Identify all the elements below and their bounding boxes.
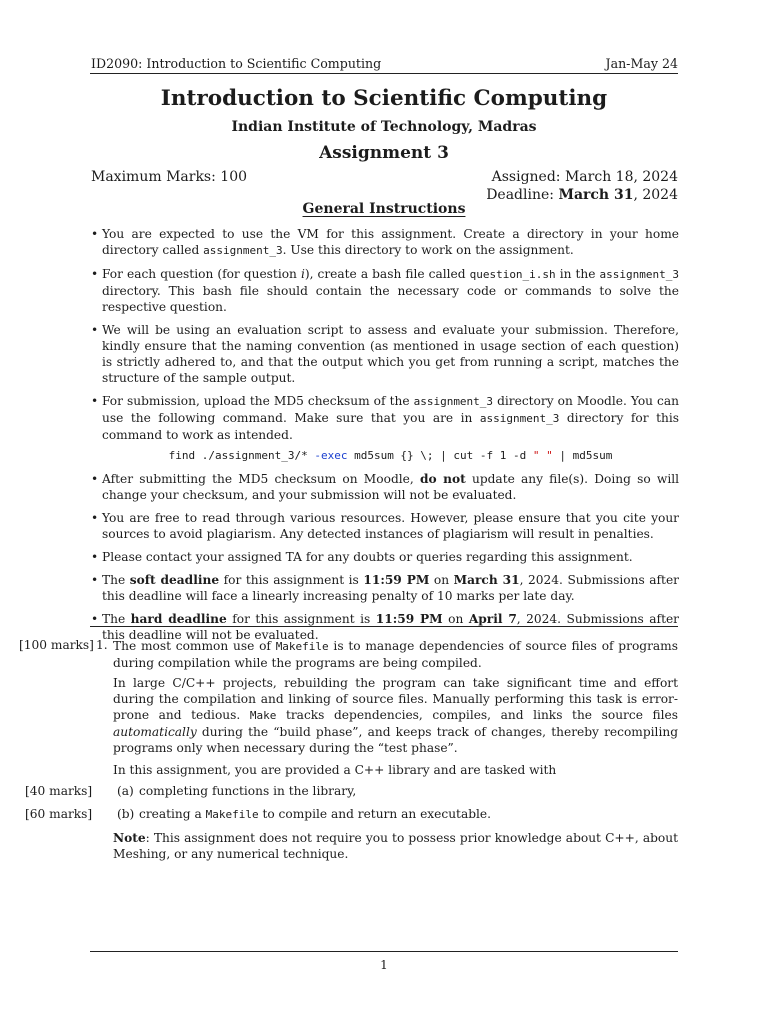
instructions-list [91, 226, 679, 650]
code-text: question_i.sh [469, 268, 556, 281]
instruction-item [91, 572, 679, 604]
instruction-item [91, 322, 679, 386]
instruction-text: You are expected to use the VM for this assignment. Create a directory in your home directory called assignment_3. Use this directory to work on the assignment. [102, 227, 679, 257]
bold-text: hard deadline [130, 612, 227, 626]
bullet-icon: • [91, 573, 99, 587]
deadline-bold-date: March 31 [558, 187, 634, 203]
instruction-text: After submitting the MD5 checksum on Moodle, do not update any file(s). Doing so will change your checksum, and your submission will not be evaluated. [102, 472, 680, 502]
code-text: Make [249, 709, 277, 722]
instruction-text: We will be using an evaluation script to assess and evaluate your submission. Therefore, kindly ensure that the naming convention (as mentioned in usage section of each question) is strictly adhered to, and that the output which you get from running a script, matches the structure of the sample output. [102, 323, 679, 385]
assigned-date: Assigned: March 18, 2024 [491, 169, 678, 185]
subpart-b-text: creating a Makefile to compile and return an executable. [139, 807, 492, 821]
string-text: " " [532, 449, 553, 462]
subpart-a-text: completing functions in the library, [139, 784, 357, 798]
header-rule [90, 73, 678, 74]
question-task-intro: In this assignment, you are provided a C++ library and are tasked with [113, 763, 557, 777]
bold-text: 11:59 PM [363, 573, 430, 587]
bullet-icon: • [91, 267, 99, 281]
subpart-b-label: (b) [117, 807, 135, 821]
document-title: Introduction to Scientific Computing [160, 86, 608, 111]
deadline-label: Deadline: [486, 187, 559, 203]
bold-text: Note [113, 831, 146, 845]
code-text: Makefile [205, 808, 259, 821]
bullet-icon: • [91, 612, 99, 626]
code-text: Makefile [275, 640, 329, 653]
section-divider [90, 626, 678, 627]
bullet-icon: • [91, 394, 99, 408]
assignment-title: Assignment 3 [319, 143, 449, 163]
italic-text: automatically [113, 725, 197, 739]
instruction-text: Please contact your assigned TA for any doubts or queries regarding this assignment. [102, 550, 633, 564]
code-text: assignment_3 [599, 268, 679, 281]
footer-rule [90, 951, 678, 952]
question-intro: The most common use of Makefile is to manage dependencies of source files of programs during compilation while the programs are being compiled. [113, 639, 678, 670]
maximum-marks: Maximum Marks: 100 [91, 169, 248, 185]
bullet-icon: • [91, 227, 99, 241]
instruction-text: For each question (for question i), create a bash file called question_i.sh in the assignment_3 directory. This bash file should contain the necessary code or commands to solve the respective question. [102, 267, 679, 314]
question-marks: [100 marks] [19, 638, 94, 652]
bullet-icon: • [91, 511, 99, 525]
instruction-item [91, 226, 679, 259]
bullet-icon: • [91, 472, 99, 486]
bold-text: March 31 [453, 573, 520, 587]
keyword-text: -exec [314, 449, 348, 462]
bold-text: April 7 [468, 612, 517, 626]
code-text: assignment_3 [203, 244, 283, 257]
instruction-text: For submission, upload the MD5 checksum of the assignment_3 directory on Moodle. You can use the following command. Make sure that you are in assignment_3 directory for this command to work as intended. [102, 394, 680, 442]
instruction-text: You are free to read through various resources. However, please ensure that you cite your sources to avoid plagiarism. Any detected instances of plagiarism will result in penalties. [102, 511, 679, 541]
instruction-text: The soft deadline for this assignment is 11:59 PM on March 31, 2024. Submissions after this deadline will face a linearly increasing penalty of 10 marks per late day. [102, 573, 679, 603]
institute-name: Indian Institute of Technology, Madras [231, 119, 537, 135]
bullet-icon: • [91, 323, 99, 337]
subpart-a-label: (a) [117, 784, 134, 798]
running-header-course: ID2090: Introduction to Scientific Computing [91, 56, 382, 71]
general-instructions-label: General Instructions [302, 201, 466, 217]
subpart-a-marks: [40 marks] [25, 784, 93, 798]
general-instructions-heading [0, 201, 768, 217]
question-background: In large C/C++ projects, rebuilding the program can take significant time and effort during the compilation and linking of source files. Manually performing this task is error-prone and tedious. Make tracks dependencies, compiles, and links the source files automatically during the “build phase”, and keeps track of changes, thereby recompiling programs only when necessary during the “test phase”. [113, 676, 678, 755]
instruction-item [91, 266, 679, 315]
running-header-term: Jan-May 24 [605, 56, 678, 71]
code-text: assignment_3 [479, 412, 560, 425]
question-note: Note: This assignment does not require you to possess prior knowledge about C++, about Meshing, or any numerical technique. [113, 831, 678, 861]
md5-command-snippet: find ./assignment_3/* -exec md5sum {} \; | cut -f 1 -d " " | md5sum [168, 449, 613, 462]
question-number: 1. [96, 638, 108, 652]
instruction-item [91, 393, 679, 464]
italic-text: i [300, 267, 305, 281]
bullet-icon: • [91, 550, 99, 564]
bold-text: 11:59 PM [375, 612, 443, 626]
code-text: assignment_3 [413, 395, 494, 408]
instruction-text: The hard deadline for this assignment is 11:59 PM on April 7, 2024. Submissions after this deadline will not be evaluated. [102, 612, 680, 642]
bold-text: do not [419, 472, 466, 486]
deadline-year: , 2024 [633, 187, 678, 203]
page-number: 1 [380, 958, 388, 972]
instruction-item [91, 549, 679, 565]
instruction-item [91, 471, 679, 503]
instruction-item [91, 510, 679, 542]
bold-text: soft deadline [129, 573, 220, 587]
subpart-b-marks: [60 marks] [25, 807, 93, 821]
